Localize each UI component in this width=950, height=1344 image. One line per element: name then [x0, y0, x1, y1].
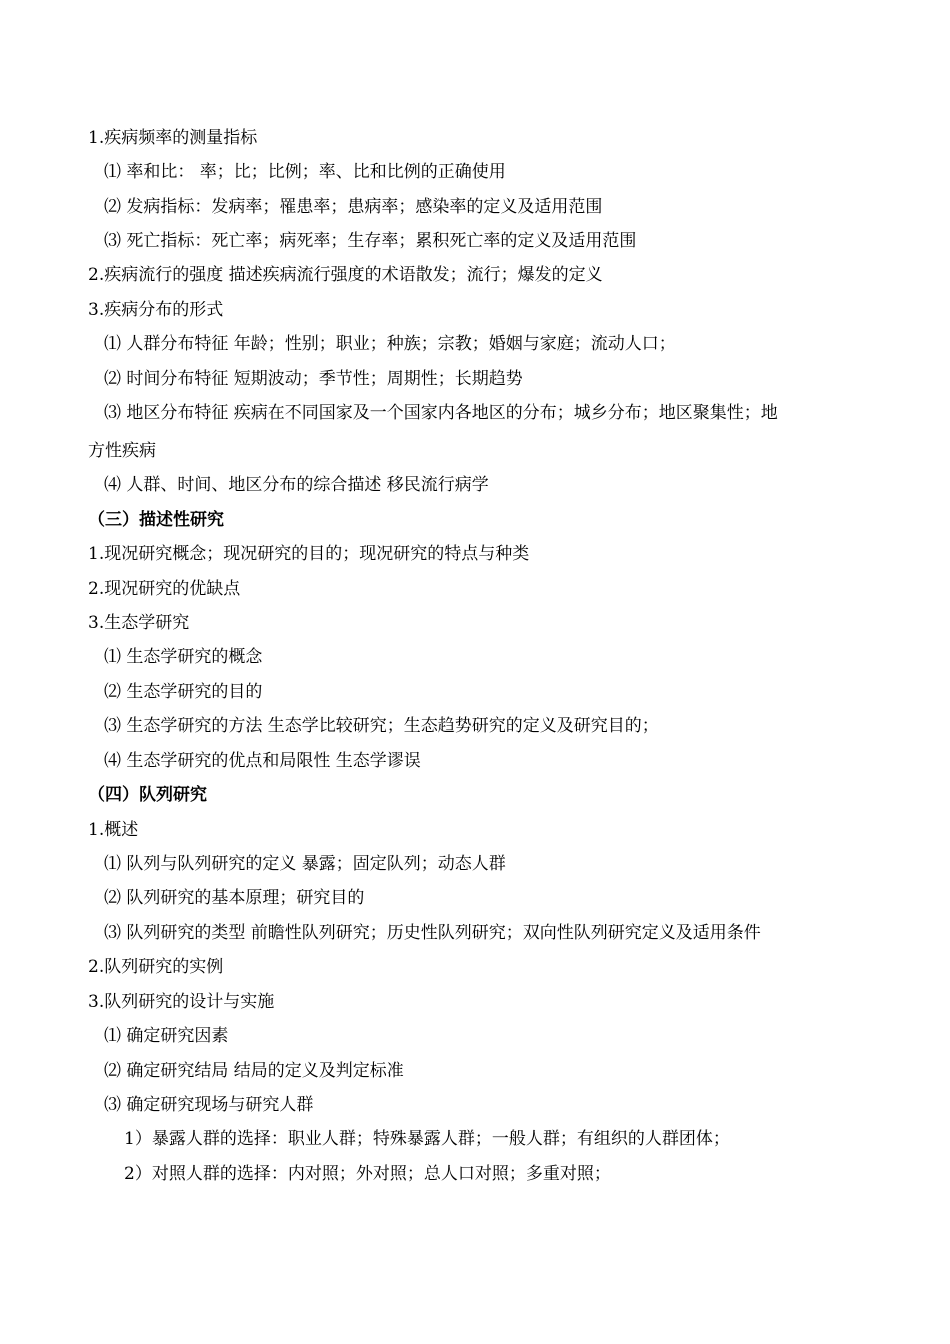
section-heading: （四）队列研究 — [88, 785, 207, 805]
sub-item-continuation: 方性疾病 — [88, 441, 156, 461]
sub-item: ⑵ 时间分布特征 短期波动；季节性；周期性；长期趋势 — [104, 369, 523, 389]
item-3: 3.队列研究的设计与实施 — [88, 992, 275, 1012]
sub-item: ⑷ 人群、时间、地区分布的综合描述 移民流行病学 — [104, 475, 489, 495]
sub-item: ⑴ 率和比： 率；比；比例；率、比和比例的正确使用 — [104, 162, 506, 182]
sub-item: ⑶ 生态学研究的方法 生态学比较研究；生态趋势研究的定义及研究目的； — [104, 716, 659, 736]
sub-item: ⑵ 队列研究的基本原理；研究目的 — [104, 888, 365, 908]
sub-item: ⑴ 人群分布特征 年龄；性别；职业；种族；宗教；婚姻与家庭；流动人口； — [104, 334, 676, 354]
sub-item: ⑵ 生态学研究的目的 — [104, 682, 263, 702]
sub-item: ⑵ 发病指标：发病率；罹患率；患病率；感染率的定义及适用范围 — [104, 197, 603, 217]
item-1: 1.现况研究概念；现况研究的目的；现况研究的特点与种类 — [88, 544, 530, 564]
item-3: 3.生态学研究 — [88, 613, 190, 633]
item-2: 2.现况研究的优缺点 — [88, 579, 241, 599]
sub-item: ⑶ 死亡指标：死亡率；病死率；生存率；累积死亡率的定义及适用范围 — [104, 231, 637, 251]
sub-item: ⑶ 确定研究现场与研究人群 — [104, 1095, 314, 1115]
item-3: 3.疾病分布的形式 — [88, 300, 224, 320]
section-heading: （三）描述性研究 — [88, 510, 224, 530]
sub-item: ⑴ 生态学研究的概念 — [104, 647, 263, 667]
sub-item: ⑵ 确定研究结局 结局的定义及判定标准 — [104, 1061, 404, 1081]
item-2: 2.队列研究的实例 — [88, 957, 224, 977]
sub-sub-item: 2）对照人群的选择：内对照；外对照；总人口对照；多重对照； — [124, 1164, 611, 1184]
item-2: 2.疾病流行的强度 描述疾病流行强度的术语散发；流行；爆发的定义 — [88, 265, 603, 285]
sub-item: ⑶ 地区分布特征 疾病在不同国家及一个国家内各地区的分布；城乡分布；地区聚集性；地 — [104, 403, 778, 423]
sub-item: ⑴ 确定研究因素 — [104, 1026, 229, 1046]
item-1: 1.疾病频率的测量指标 — [88, 128, 258, 148]
sub-item: ⑷ 生态学研究的优点和局限性 生态学谬误 — [104, 751, 421, 771]
sub-item: ⑶ 队列研究的类型 前瞻性队列研究；历史性队列研究；双向性队列研究定义及适用条件 — [104, 923, 761, 943]
sub-sub-item: 1）暴露人群的选择：职业人群；特殊暴露人群；一般人群；有组织的人群团体； — [124, 1129, 730, 1149]
sub-item: ⑴ 队列与队列研究的定义 暴露；固定队列；动态人群 — [104, 854, 506, 874]
item-1: 1.概述 — [88, 820, 139, 840]
